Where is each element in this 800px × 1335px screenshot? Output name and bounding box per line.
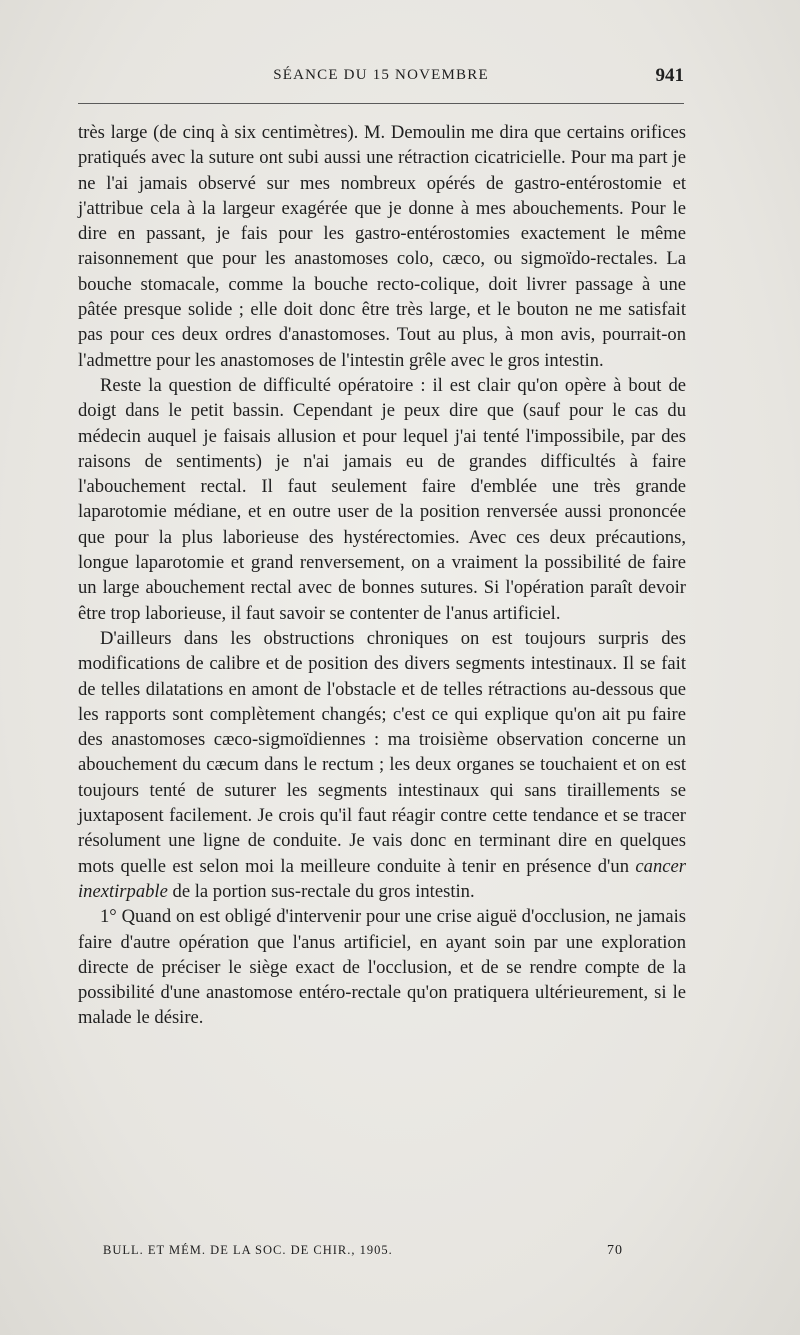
signature-number: 70 (607, 1243, 623, 1258)
paragraph-3-start: D'ailleurs dans les obstructions chroniques on est toujours surpris des modifications de calibre et de position des divers segments intestinaux. Il se fait de telles dilatations en amont de l'obstacle et de telles rétractions au-dessous que les rapports sont complètement changés; c'est ce qui explique qu'on ait pu faire des anastomoses cæco-sigmoïdiennes : ma troisième observation concerne un abouchement du cæcum dans le rectum ; les deux organes se touchaient et on est toujours tenté de suturer les segments intestinaux qui sans tiraillements se juxtaposent facilement. Je crois qu'il faut réagir contre cette tendance et se tracer résolument une ligne de conduite. Je vais donc en terminant dire en quelques mots quelle est selon moi la meilleure conduite à tenir en présence d'un (78, 627, 686, 877)
paragraph-3-end: de la portion sus-rectale du gros intestin. (172, 880, 475, 902)
footer-citation: BULL. ET MÉM. DE LA SOC. DE CHIR., 1905. (103, 1243, 393, 1257)
running-title: SÉANCE DU 15 NOVEMBRE (273, 67, 489, 83)
body-text (78, 120, 686, 1031)
paragraph-1: très large (de cinq à six centimètres). M. Demoulin me dira que certains orifices pratiqués avec la suture ont subi aussi une rétraction cicatricielle. Pour ma part je ne l'ai jamais observé sur mes nombreux opérés de gastro-entérostomie et j'attribue cela à la largeur exagérée que je donne à mes abouchements. Pour le dire en passant, je fais pour les gastro-entérostomies exactement le même raisonnement que pour les anastomoses colo, cæco, ou sigmoïdo-rectales. La bouche stomacale, comme la bouche recto-colique, doit livrer passage à une pâtée presque solide ; elle doit donc être très large, et le bouton ne me satisfait pas pour ces deux ordres d'anastomoses. Tout au plus, à mon avis, pourrait-on l'admettre pour les anastomoses de l'intestin grêle avec le gros intestin. (78, 122, 686, 371)
header-rule (78, 103, 684, 104)
paragraph-3 (78, 626, 686, 904)
page-footer (103, 1243, 623, 1263)
paragraph-2: Reste la question de difficulté opératoire : il est clair qu'on opère à bout de doigt dans le petit bassin. Cependant je peux dire que (sauf pour le cas du médecin auquel je faisais allusion et pour lequel j'ai tenté l'impossibile, par des raisons de sentiments) je n'ai jamais eu de grandes difficultés à faire l'abouchement rectal. Il faut seulement faire d'emblée une très grande laparotomie médiane, et en outre user de la position renversée aussi prononcée que pour la plus laborieuse des hystérectomies. Avec ces deux précautions, longue laparotomie et grand renversement, on a vraiment la possibilité de faire un large abouchement rectal avec de bonnes sutures. Si l'opération paraît devoir être trop laborieuse, il faut savoir se contenter de l'anus artificiel. (78, 374, 686, 624)
page-header (78, 65, 684, 91)
paragraph-4: 1° Quand on est obligé d'intervenir pour une crise aiguë d'occlusion, ne jamais faire d'autre opération que l'anus artificiel, en ayant soin par une exploration directe de préciser le siège exact de l'occlusion, et de se rendre compte de la possibilité d'une anastomose entéro-rectale qu'on pratiquera ultérieurement, si le malade le désire. (78, 906, 686, 1029)
page-number: 941 (655, 65, 684, 86)
emphasis-cancer-inextirpable: cancer inextirpable (78, 855, 686, 902)
